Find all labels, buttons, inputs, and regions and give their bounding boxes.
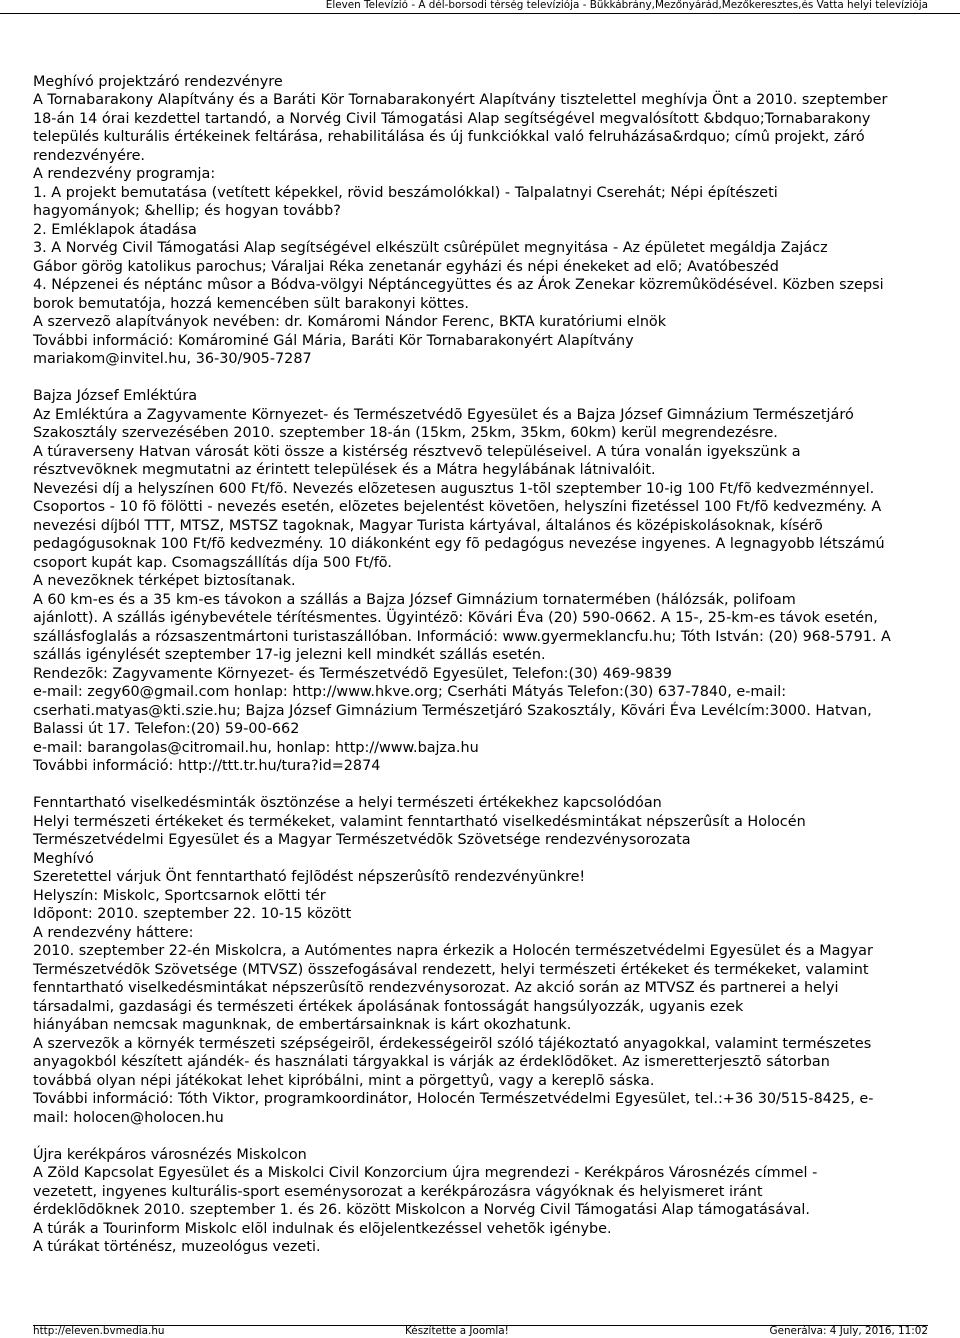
article-line: vezetett, ingyenes kulturális-sport eseménysorozat a kerékpározásra vágyóknak és helyismeret iránt <box>33 1183 763 1200</box>
article-block <box>33 73 933 369</box>
article-line: Az Emléktúra a Zagyvamente Környezet- és Természetvédõ Egyesület és a Bajza József Gimnázium Természetjáró <box>33 406 854 423</box>
article-line: csoport kupát kap. Csomagszállítás díja 500 Ft/fõ. <box>33 554 392 571</box>
article-line: Természetvédelmi Egyesület és a Magyar Természetvédõk Szövetsége rendezvénysorozata <box>33 832 691 848</box>
article-line: Balassi út 17. Telefon:(20) 59-00-662 <box>33 721 300 737</box>
article-line: A 60 km-es és a 35 km-es távokon a szállás a Bajza József Gimnázium tornatermében (hálózsák, polifoam <box>33 591 796 608</box>
article-title: Bajza József Emléktúra <box>33 388 198 404</box>
footer-made-with: Készítette a Joomla! <box>405 1325 509 1337</box>
page-footer <box>33 1325 928 1338</box>
article-line: A túraverseny Hatvan városát köti össze a kistérség résztvevõ településeivel. A túra vonalán igyekszünk a <box>33 443 801 460</box>
article-line: Helyszín: Miskolc, Sportcsarnok elõtti tér <box>33 887 326 904</box>
article-line: További információ: Tóth Viktor, programkoordinátor, Holocén Természetvédelmi Egyesület, tel.:+36 30/515-8425, e- <box>33 1091 874 1107</box>
article-line: A túrákat történész, muzeológus vezeti. <box>33 1239 321 1255</box>
article-line: További információ: http://ttt.tr.hu/tura?id=2874 <box>33 758 381 774</box>
article-line: A Tornabarakony Alapítvány és a Baráti Kör Tornabarakonyért Alapítvány tisztelettel meghívja Önt a 2010. szeptember <box>33 92 888 108</box>
article-line: 1. A projekt bemutatása (vetített képekkel, rövid beszámolókkal) - Talpalatnyi Cserehát; Népi építészeti <box>33 184 778 201</box>
article-line: Helyi természeti értékeket és termékeket, valamint fenntartható viselkedésmintákat népszerûsít a Holocén <box>33 813 806 830</box>
article-line: Természetvédõk Szövetsége (MTVSZ) összefogásával rendezett, helyi természeti értékeket és termékeket, valamint <box>33 961 869 978</box>
footer-url[interactable]: http://eleven.bvmedia.hu <box>33 1325 165 1337</box>
article-line: A rendezvény háttere: <box>33 924 194 941</box>
article-line: e-mail: zegy60@gmail.com honlap: http://www.hkve.org; Cserháti Mátyás Telefon:(30) 637-7840, e-mail: <box>33 684 787 700</box>
article-line: A Zöld Kapcsolat Egyesület és a Miskolci Civil Konzorcium újra megrendezi - Kerékpáros Városnézés címmel - <box>33 1165 818 1181</box>
article-title: Fenntartható viselkedésminták ösztönzése a helyi természeti értékekhez kapcsolódóan <box>33 795 662 811</box>
article-line: Gábor görög katolikus parochus; Váraljai Réka zenetanár egyházi és népi énekeket ad elõ; Avatóbeszéd <box>33 258 779 275</box>
article-line: ajánlott). A szállás igénybevétele térítésmentes. Ügyintézõ: Kõvári Éva (20) 590-0662. A 15-, 25-km-es távok esetén, <box>33 610 878 626</box>
article-line: 18-án 14 órai kezdettel tartandó, a Norvég Civil Támogatási Alap segítségével megvalósított &bdquo;Tornabarakony <box>33 110 871 127</box>
article-line: A nevezõknek térképet biztosítanak. <box>33 573 296 589</box>
article-line: szállásfoglalás a rózsaszentmártoni turistaszállóban. Információ: www.gyermeklancfu.hu; Tóth István: (20) 968-5791. A <box>33 628 891 645</box>
article-line: rendezvényére. <box>33 147 146 164</box>
article-line: További információ: Komárominé Gál Mária, Baráti Kör Tornabarakonyért Alapítvány <box>33 332 634 349</box>
footer-generated-date: Generálva: 4 July, 2016, 11:02 <box>769 1325 928 1337</box>
article-line: pedagógusoknak 100 Ft/fõ kedvezmény. 10 diákonként egy fõ pedagógus nevezése ingyenes. A legnagyobb létszámú <box>33 536 885 552</box>
article-line: hagyományok; &hellip; és hogyan tovább? <box>33 203 341 219</box>
article-line: érdeklõdõknek 2010. szeptember 1. és 26. között Miskolcon a Norvég Civil Támogatási Alap támogatásával. <box>33 1202 810 1218</box>
article-line: társadalmi, gazdasági és természeti értékek ápolásának fontosságát hangsúlyozzák, ugyanis ezek <box>33 998 744 1015</box>
article-line: Idõpont: 2010. szeptember 22. 10-15 között <box>33 906 352 922</box>
article-list <box>33 73 933 1276</box>
article-title: Meghívó projektzáró rendezvényre <box>33 73 283 90</box>
article-line: hiányában nemcsak magunknak, de embertársainknak is kárt okozhatunk. <box>33 1017 572 1033</box>
article-line: e-mail: barangolas@citromail.hu, honlap: http://www.bajza.hu <box>33 739 479 756</box>
article-line: szállás igénylését szeptember 17-ig jelezni kell mindkét szállás esetén. <box>33 647 546 663</box>
article-line: anyagokból készített ajándék- és használati tárgyakkal is várják az érdeklõdõket. Az ismeretterjesztõ sátorban <box>33 1054 830 1070</box>
article-line: résztvevõknek megmutatni az érintett települések és a Mátra hegylábának látnivalóit. <box>33 462 656 478</box>
article-title: Újra kerékpáros városnézés Miskolcon <box>33 1146 307 1163</box>
article-line: 3. A Norvég Civil Támogatási Alap segítségével elkészült csûrépület megnyitása - Az épületet megáldja Zajácz <box>33 240 828 256</box>
article-line: A szervezõ alapítványok nevében: dr. Komáromi Nándor Ferenc, BKTA kuratóriumi elnök <box>33 314 667 330</box>
article-line: nevezési díjból TTT, MTSZ, MSTSZ tagoknak, Magyar Turista kártyával, általános és középiskolásoknak, kísérõ <box>33 517 823 534</box>
page-header <box>0 0 960 14</box>
article-line: cserhati.matyas@kti.szie.hu; Bajza József Gimnázium Természetjáró Szakosztály, Kõvári Éva Levélcím:3000. Hatvan, <box>33 702 872 719</box>
article-line: A szervezõk a környék természeti szépségeirõl, érdekességeirõl szóló tájékoztató anyagokkal, valamint természetes <box>33 1035 872 1052</box>
article-line: Szakosztály szervezésében 2010. szeptember 18-án (15km, 25km, 35km, 60km) kerül megrendezésre. <box>33 425 778 441</box>
article-line: mail: holocen@holocen.hu <box>33 1109 224 1126</box>
article-line: borok bemutatója, hozzá kemencében sült barakonyi köttes. <box>33 295 469 312</box>
article-line: A rendezvény programja: <box>33 166 216 182</box>
article-line: fenntartható viselkedésmintákat népszerûsítõ rendezvénysorozat. Az akció során az MTVSZ és partnerei a helyi <box>33 980 839 996</box>
article-line: Meghívó <box>33 850 94 867</box>
article-line: Szeretettel várjuk Önt fenntartható fejlõdést népszerûsítõ rendezvényünkre! <box>33 869 586 885</box>
article-line: továbbá olyan népi játékokat lehet kipróbálni, mint a pörgettyû, vagy a kereplõ sáska. <box>33 1072 655 1089</box>
article-line: 4. Népzenei és néptánc mûsor a Bódva-völgyi Néptáncegyüttes és az Árok Zenekar közremûködésével. Közben szepsi <box>33 277 884 293</box>
article-block <box>33 794 933 1127</box>
article-line: A túrák a Tourinform Miskolc elõl indulnak és elõjelentkezéssel vehetõk igénybe. <box>33 1220 612 1237</box>
article-line: Rendezõk: Zagyvamente Környezet- és Természetvédõ Egyesület, Telefon:(30) 469-9839 <box>33 665 672 682</box>
article-block <box>33 387 933 776</box>
article-line: Nevezési díj a helyszínen 600 Ft/fõ. Nevezés elõzetesen augusztus 1-tõl szeptember 10-ig 100 Ft/fõ kedvezménnyel. <box>33 480 875 497</box>
article-line: település kulturális értékeinek feltárása, rehabilitálása és új funkciókkal való felruházása&rdquo; címû projekt, záró <box>33 129 865 145</box>
article-line: 2. Emléklapok átadása <box>33 221 197 238</box>
header-title: Eleven Televízió - A dél-borsodi térség televíziója - Bükkábrány,Mezőnyárád,Mezőkeresztes,és Vatta helyi televíziója <box>325 0 928 11</box>
article-line: Csoportos - 10 fõ fölötti - nevezés esetén, elõzetes bejelentést követõen, helyszíni fizetéssel 100 Ft/fõ kedvezmény. A <box>33 499 882 515</box>
article-line: mariakom@invitel.hu, 36-30/905-7287 <box>33 351 312 367</box>
article-block <box>33 1146 933 1257</box>
article-line: 2010. szeptember 22-én Miskolcra, a Autómentes napra érkezik a Holocén természetvédelmi Egyesület és a Magyar <box>33 943 873 959</box>
